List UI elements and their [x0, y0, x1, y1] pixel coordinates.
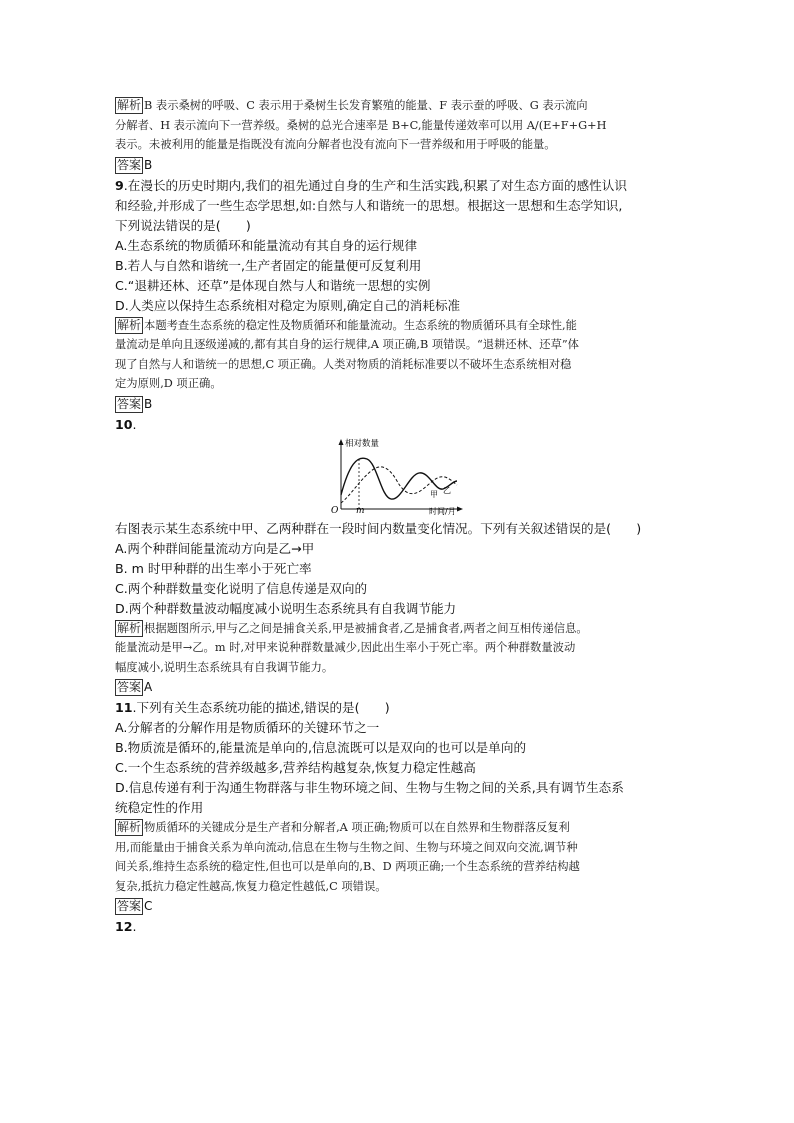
q9-answer-value: B — [144, 396, 153, 411]
q11-explanation-line-1: 物质循环的关键成分是生产者和分解者,A 项正确;物质可以在自然界和生物群落反复利 — [144, 821, 570, 834]
q11-option-d-cont: 统稳定性的作用 — [115, 800, 204, 815]
explanation-tag: 解析 — [117, 317, 142, 332]
series-yi-label: 乙 — [443, 485, 451, 495]
q9-stem-line-3: 下列说法错误的是( ) — [115, 217, 251, 233]
q10-explanation-line-2: 能量流动是甲→乙。m 时,对甲来说种群数量减少,因此出生率小于死亡率。两个种群数量波动 — [115, 641, 576, 654]
q11-explanation-line-4: 复杂,抵抗力稳定性越高,恢复力稳定性越低,C 项错误。 — [115, 879, 387, 893]
q10-answer — [115, 677, 690, 698]
answer-tag: 答案 — [117, 899, 142, 913]
explanation-tag: 解析 — [117, 620, 142, 635]
q8-explanation-line-3: 表示。未被利用的能量是指既没有流向分解者也没有流向下一营养级和用于呼吸的能量。 — [115, 138, 556, 151]
question-11 — [115, 698, 690, 917]
q12-number: 12 — [115, 919, 133, 934]
q10-figure — [115, 437, 690, 515]
q11-option-c: C.一个生态系统的营养级越多,营养结构越复杂,恢复力稳定性越高 — [115, 760, 476, 775]
question-12 — [115, 917, 690, 937]
document-page — [115, 96, 690, 937]
q9-explanation-line-2: 量流动是单向且逐级递减的,都有其自身的运行规律,A 项正确,B 项错误。“退耕还林、还草”体 — [115, 338, 579, 351]
q11-option-a: A.分解者的分解作用是物质循环的关键环节之一 — [115, 720, 380, 735]
x-axis-arrow — [457, 506, 463, 511]
explanation-tag: 解析 — [117, 820, 142, 834]
series-jia-label: 甲 — [430, 489, 438, 499]
q10-stem-line-1: 右图表示某生态系统中甲、乙两种群在一段时间内数量变化情况。下列有关叙述错误的是( ) — [115, 520, 642, 536]
answer-tag: 答案 — [117, 396, 142, 411]
q12-stem-line-1: . — [132, 919, 137, 934]
q8-answer — [115, 155, 690, 176]
q10-option-d: D.两个种群数量波动幅度减小说明生态系统具有自我调节能力 — [115, 600, 457, 616]
q11-answer-value: C — [144, 899, 153, 913]
answer-tag: 答案 — [117, 157, 142, 172]
q11-option-b: B.物质流是循环的,能量流是单向的,信息流既可以是双向的也可以是单向的 — [115, 740, 527, 755]
origin-label: O — [331, 505, 339, 515]
q9-option-a: A.生态系统的物质循环和能量流动有其自身的运行规律 — [115, 237, 418, 253]
q11-explanation-line-2: 用,而能量由于捕食关系为单向流动,信息在生物与生物之间、生物与环境之间双向交流,调节种 — [115, 840, 578, 854]
m-label: m — [356, 505, 365, 515]
q11-explanation-line-3: 间关系,维持生态系统的稳定性,但也可以是单向的,B、D 两项正确;一个生态系统的营养结构越 — [115, 860, 580, 873]
q9-option-b: B.若人与自然和谐统一,生产者固定的能量便可反复利用 — [115, 257, 422, 273]
q9-explanation-line-3: 现了自然与人和谐统一的思想,C 项正确。人类对物质的消耗标准要以不破坏生态系统相对稳 — [115, 357, 572, 371]
y-axis-arrow — [339, 439, 344, 445]
q11-number: 11 — [115, 700, 133, 715]
q9-option-d: D.人类应以保持生态系统相对稳定为原则,确定自己的消耗标准 — [115, 297, 461, 313]
q9-stem-line-2: 和经验,并形成了一些生态学思想,如:自然与人和谐统一的思想。根据这一思想和生态学知识, — [115, 197, 623, 213]
q9-explanation-line-4: 定为原则,D 项正确。 — [115, 377, 222, 390]
series-jia-curve — [341, 458, 457, 499]
answer-tag: 答案 — [117, 680, 142, 694]
q10-option-a: A.两个种群间能量流动方向是乙→甲 — [115, 540, 315, 556]
question-9 — [115, 176, 690, 415]
explanation-tag: 解析 — [117, 98, 142, 112]
q11-option-d: D.信息传递有利于沟通生物群落与非生物环境之间、生物与生物之间的关系,具有调节生态系 — [115, 780, 624, 795]
q10-explanation-line-1: 根据题图所示,甲与乙之间是捕食关系,甲是被捕食者,乙是捕食者,两者之间互相传递信息。 — [144, 621, 588, 635]
q9-answer — [115, 394, 690, 415]
q11-answer — [115, 896, 690, 917]
q9-explanation-line-1: 本题考查生态系统的稳定性及物质循环和能量流动。生态系统的物质循环具有全球性,能 — [144, 318, 577, 332]
q10-option-c: C.两个种群数量变化说明了信息传递是双向的 — [115, 580, 368, 596]
q10-answer-value: A — [144, 680, 153, 694]
q10-option-b: B. m 时甲种群的出生率小于死亡率 — [115, 560, 312, 576]
population-graph — [327, 437, 467, 515]
q10-explanation-line-3: 幅度减小,说明生态系统具有自我调节能力。 — [115, 660, 334, 674]
series-yi-curve — [341, 466, 457, 502]
y-axis-label: 相对数量 — [345, 438, 380, 449]
q8-explanation-line-2: 分解者、H 表示流向下一营养级。桑树的总光合速率是 B+C,能量传递效率可以用 A/(E+F+G+H — [115, 118, 607, 132]
q10-number: 10 — [115, 416, 133, 432]
q11-stem-line-1: .下列有关生态系统功能的描述,错误的是( ) — [132, 700, 390, 715]
question-10: 10. 相对数量 O m 时间/月 甲 乙 右图表示某生态系统中甲、乙两种群在一段时间内数量变化情况。下列有关叙述错误的是( ) A.两个种群间能量流动方向是乙→甲 B. m 时甲种群的出生率小于死亡率 C.两个种群数量变化说明了信息传递是双向的 D.两个种群数量波动幅度减小说明生态系统具有自我调节能力 解析 根据题图所示,甲与乙之间是捕食关系,甲是被捕食者,乙是捕食者,两者之间互相传递信息。 能量流动是甲→乙。m 时,对甲来说种群数量减少,因此出生率小于死亡率。两个种群数量波动 幅度减小,说明生态系统具有自我调节能力。 答案 A — [115, 415, 690, 699]
q9-stem-line-1: .在漫长的历史时期内,我们的祖先通过自身的生产和生活实践,积累了对生态方面的感性认识 — [123, 177, 627, 193]
q9-number: 9 — [115, 177, 124, 193]
q8-answer-value: B — [144, 157, 153, 172]
x-axis-label: 时间/月 — [429, 506, 456, 515]
q8-explanation — [115, 96, 690, 155]
q9-option-c: C.“退耕还林、还草”是体现自然与人和谐统一思想的实例 — [115, 277, 431, 293]
q8-explanation-line-1: B 表示桑树的呼吸、C 表示用于桑树生长发育繁殖的能量、F 表示蚕的呼吸、G 表示流向 — [144, 99, 588, 112]
